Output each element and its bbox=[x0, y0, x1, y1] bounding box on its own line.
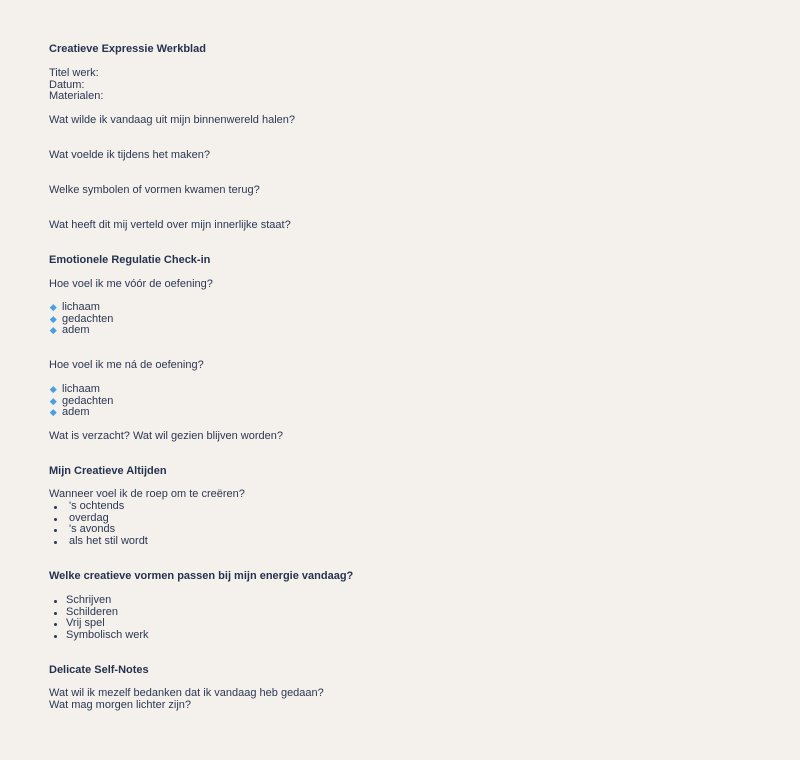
meta-fields bbox=[49, 68, 103, 103]
forms-list bbox=[49, 595, 149, 641]
meta-title-work: Titel werk: bbox=[49, 67, 99, 79]
question: Welke symbolen of vormen kwamen terug? bbox=[49, 184, 260, 196]
times-question: Wanneer voel ik de roep om te creëren? bbox=[49, 488, 245, 500]
list-item: Vrij spel bbox=[49, 618, 149, 630]
after-list bbox=[49, 384, 113, 419]
question-after: Hoe voel ik me ná de oefening? bbox=[49, 359, 204, 371]
question: Wat voelde ik tijdens het maken? bbox=[49, 149, 211, 161]
list-item: lichaam bbox=[49, 384, 113, 396]
note-line: Wat mag morgen lichter zijn? bbox=[49, 698, 192, 711]
question: Wat heeft dit mij verteld over mijn innerlijke staat? bbox=[49, 219, 291, 231]
section-heading-regulation: Emotionele Regulatie Check-in bbox=[49, 254, 211, 266]
before-list bbox=[49, 302, 113, 337]
list-item: gedachten bbox=[49, 396, 113, 408]
list-item: overdag bbox=[49, 513, 148, 525]
list-item: Schrijven bbox=[49, 595, 149, 607]
section-heading-forms: Welke creatieve vormen passen bij mijn energie vandaag? bbox=[49, 570, 354, 582]
list-item: als het stil wordt bbox=[49, 536, 148, 548]
question: Wat wilde ik vandaag uit mijn binnenwereld halen? bbox=[49, 114, 296, 126]
list-item: 's avonds bbox=[49, 524, 148, 536]
closing-question: Wat is verzacht? Wat wil gezien blijven worden? bbox=[49, 430, 283, 442]
page-title: Creatieve Expressie Werkblad bbox=[49, 43, 206, 55]
note-line: Wat wil ik mezelf bedanken dat ik vandaag heb gedaan? bbox=[49, 687, 324, 699]
list-item: Symbolisch werk bbox=[49, 630, 149, 642]
section-heading-notes: Delicate Self-Notes bbox=[49, 664, 149, 676]
list-item: Schilderen bbox=[49, 607, 149, 619]
meta-materials: Materialen: bbox=[49, 90, 104, 103]
meta-date: Datum: bbox=[49, 78, 85, 91]
section-heading-times: Mijn Creatieve Altijden bbox=[49, 465, 167, 477]
list-item: adem bbox=[49, 325, 113, 337]
times-list bbox=[49, 501, 148, 547]
list-item: lichaam bbox=[49, 302, 113, 314]
list-item: 's ochtends bbox=[49, 501, 148, 513]
question-before: Hoe voel ik me vóór de oefening? bbox=[49, 278, 213, 290]
notes-lines bbox=[49, 688, 324, 711]
list-item: gedachten bbox=[49, 314, 113, 326]
list-item: adem bbox=[49, 407, 113, 419]
